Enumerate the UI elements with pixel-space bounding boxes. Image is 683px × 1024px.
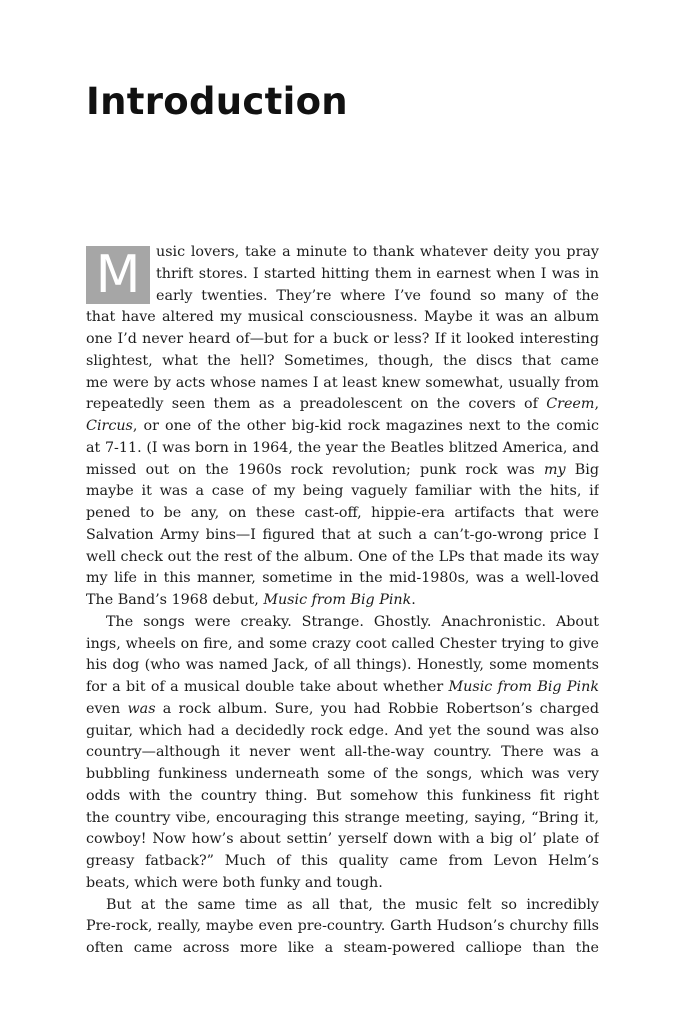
- text-run: Big: [574, 461, 599, 478]
- text-run: bubbling funkiness underneath some of the songs, which was very: [86, 766, 599, 782]
- text-run: greasy fatback?” Much of this quality came from Levon Helm’s: [86, 853, 599, 869]
- text-line: [86, 699, 599, 721]
- text-line: [86, 307, 599, 329]
- text-run: odds with the country thing. But somehow this funkiness fit right: [86, 787, 599, 804]
- text-run: me were by acts whose names I at least knew somewhat, usually from: [86, 374, 599, 391]
- text-line: [86, 742, 599, 764]
- text-run: The Band’s 1968 debut,: [86, 592, 264, 608]
- text-line: [86, 895, 599, 917]
- text-run: often came across more like a steam-powered calliope than the: [86, 940, 599, 956]
- text-line: [86, 786, 599, 808]
- text-run: ,: [594, 396, 599, 413]
- text-run: that have altered my musical consciousness. Maybe it was an album: [86, 309, 599, 326]
- text-run: his dog (who was named Jack, of all things). Honestly, some moments: [86, 657, 599, 674]
- italic-text: Music from Big Pink: [263, 592, 412, 608]
- text-line: [86, 721, 599, 743]
- text-run: .: [411, 592, 416, 608]
- text-line: [86, 329, 599, 351]
- text-line: [86, 612, 599, 634]
- text-line: [86, 416, 599, 438]
- italic-text: my: [543, 461, 566, 478]
- text-line: [86, 938, 599, 960]
- text-run: even: [86, 700, 128, 717]
- text-line: [86, 764, 599, 786]
- text-line: [86, 373, 599, 395]
- text-run: , or one of the other big-kid rock magazines next to the comic: [132, 418, 599, 434]
- body-text: [86, 242, 599, 960]
- text-run: well check out the rest of the album. One of the LPs that made its way: [86, 548, 599, 565]
- text-run: repeatedly seen them as a preadolescent on the covers of: [86, 396, 547, 413]
- text-run: maybe it was a case of my being vaguely familiar with the hits, if: [86, 483, 599, 500]
- text-line: [86, 525, 599, 547]
- text-line: [86, 242, 599, 264]
- text-run: pened to be any, on these cast-off, hippie-era artifacts that were: [86, 505, 599, 521]
- text-line: [86, 634, 599, 656]
- drop-cap: M: [86, 246, 150, 304]
- text-line: [86, 438, 599, 460]
- text-run: missed out on the 1960s rock revolution; punk rock was: [86, 461, 544, 478]
- text-run: early twenties. They’re where I’ve found so many of the: [156, 287, 599, 304]
- paragraph-lines: [86, 242, 599, 960]
- text-line: [86, 264, 599, 286]
- text-run: a rock album. Sure, you had Robbie Robertson’s charged: [162, 700, 599, 717]
- text-line: [86, 503, 599, 525]
- chapter-title: Introduction: [86, 80, 348, 123]
- text-run: the country vibe, encouraging this strange meeting, saying, “Bring it,: [86, 809, 599, 826]
- text-line: [86, 851, 599, 873]
- text-run: But at the same time as all that, the music felt so incredibly: [106, 896, 599, 913]
- text-run: cowboy! Now how’s about settin’ yerself down with a big ol’ plate of: [86, 831, 599, 848]
- text-run: Pre-rock, really, maybe even pre-country. Garth Hudson’s churchy fills: [86, 918, 599, 935]
- text-run: ings, wheels on fire, and some crazy coot called Chester trying to give: [86, 635, 599, 652]
- text-line: [86, 808, 599, 830]
- text-line: [86, 394, 599, 416]
- text-run: beats, which were both funky and tough.: [86, 874, 383, 891]
- text-run: The songs were creaky. Strange. Ghostly. Anachronistic. About: [106, 613, 599, 630]
- text-run: for a bit of a musical double take about whether: [86, 679, 449, 695]
- text-run: at 7-11. (I was born in 1964, the year the Beatles blitzed America, and: [86, 439, 599, 456]
- text-line: [86, 916, 599, 938]
- text-run: Salvation Army bins—I figured that at such a can’t-go-wrong price I: [86, 526, 599, 543]
- text-line: [86, 547, 599, 569]
- text-run: my life in this manner, sometime in the mid-1980s, was a well-loved: [86, 570, 599, 587]
- text-line: [86, 873, 599, 895]
- text-line: [86, 481, 599, 503]
- text-line: [86, 590, 599, 612]
- text-run: one I’d never heard of—but for a buck or less? If it looked interesting: [86, 331, 599, 347]
- text-run: thrift stores. I started hitting them in earnest when I was in: [156, 265, 599, 282]
- text-line: [86, 829, 599, 851]
- text-run: usic lovers, take a minute to thank whatever deity you pray: [156, 244, 599, 260]
- text-line: [86, 460, 599, 482]
- text-run: slightest, what the hell? Sometimes, though, the discs that came: [86, 352, 599, 369]
- italic-text: Creem: [546, 396, 595, 413]
- text-line: [86, 286, 599, 308]
- italic-text: was: [127, 700, 156, 717]
- text-line: [86, 351, 599, 373]
- text-run: guitar, which had a decidedly rock edge. And yet the sound was also: [86, 722, 599, 739]
- text-line: [86, 568, 599, 590]
- text-run: country—although it never went all-the-way country. There was a: [86, 744, 599, 761]
- text-line: [86, 677, 599, 699]
- text-line: [86, 655, 599, 677]
- italic-text: Music from Big Pink: [448, 679, 599, 695]
- italic-text: Circus: [86, 418, 133, 434]
